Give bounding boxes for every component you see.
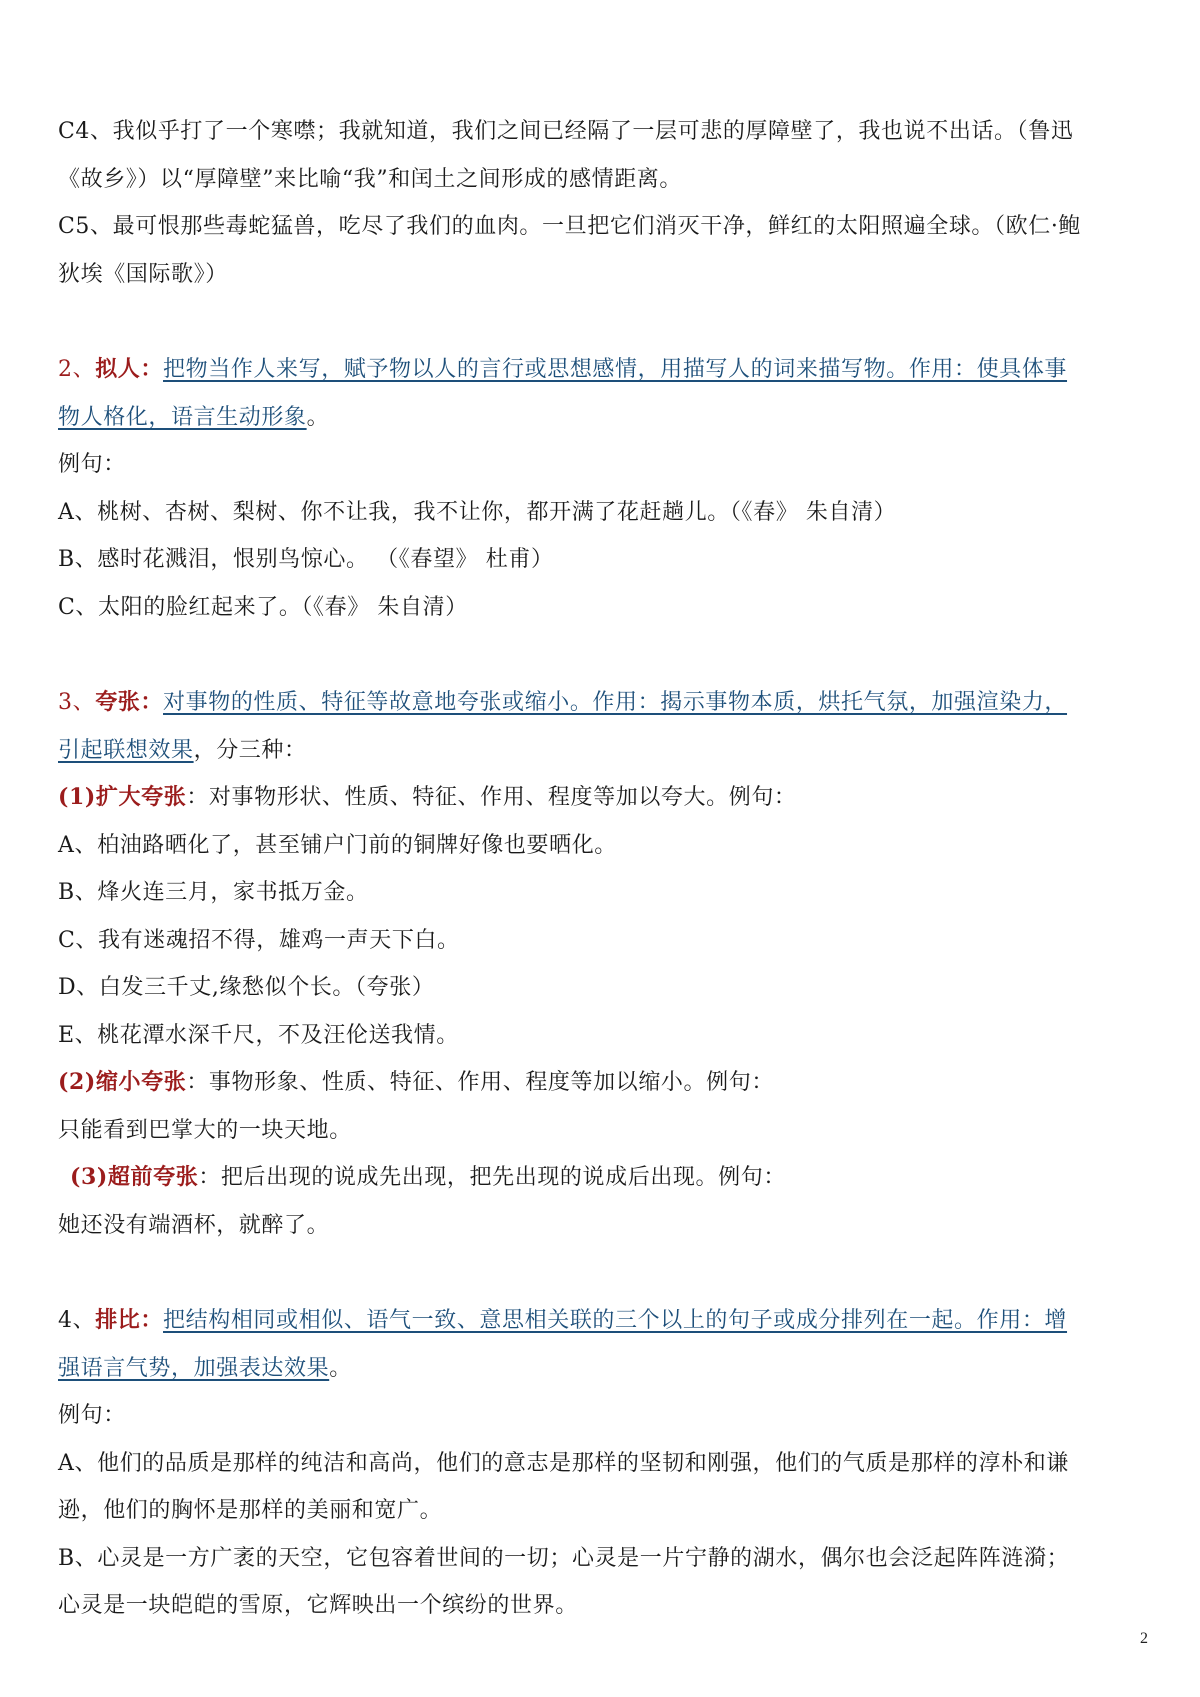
subsection-text: ：对事物形状、性质、特征、作用、程度等加以夸大。例句： [186,785,797,810]
example-line: B、感时花溅泪，恨别鸟惊心。 （《春望》 杜甫） [58,547,554,572]
example-line: C、我有迷魂招不得，雄鸡一声天下白。 [58,927,460,953]
spacer [58,298,1148,346]
section-3-definition-line2 [58,727,1148,775]
example-b-line1: B、心灵是一方广袤的天空，它包容着世间的一切；心灵是一片宁静的湖水，偶尔也会泛起阵阵涟漪； [58,1545,1070,1571]
definition-text: 把结构相同或相似、语气一致、意思相关联的三个以上的句子或成分排列在一起。作用：增 [163,1308,1068,1333]
example-line: A、柏油路晒化了，甚至铺户门前的铜牌好像也要晒化。 [58,832,617,858]
subsection-label: (2)缩小夸张 [58,1069,187,1095]
section-number: 3、 [58,690,96,715]
example-line: B、烽火连三月，家书抵万金。 [58,880,369,905]
section-title: 夸张： [95,689,164,715]
subsection-1-heading [58,774,1148,822]
section-number: 4、 [58,1308,96,1333]
example-line: E、桃花潭水深千尺，不及汪伦送我情。 [58,1022,459,1048]
definition-text: 把物当作人来写，赋予物以人的言行或思想感情，用描写人的词来描写物。作用：使具体事 [163,357,1068,382]
example-label: 例句： [58,452,126,477]
definition-tail: 。 [306,404,330,430]
definition-text: 对事物的性质、特征等故意地夸张或缩小。作用：揭示事物本质，烘托气氛，加强渲染力， [163,690,1068,715]
example-c4-line2: 《故乡》）以“厚障壁”来比喻“我”和闰土之间形成的感情距离。 [58,166,682,192]
example-c5-line1: C5、最可恨那些毒蛇猛兽，吃尽了我们的血肉。一旦把它们消灭干净，鲜红的太阳照遍全球。（欧仁·鲍 [58,214,1082,239]
example-line: 她还没有端酒杯，就醉了。 [58,1212,330,1238]
definition-text: 物人格化，语言生动形象 [58,404,307,430]
example-a-line1: A、他们的品质是那样的纯洁和高尚，他们的意志是那样的坚韧和刚强，他们的气质是那样的淳朴和谦 [58,1450,1069,1476]
document-body [58,108,1148,1630]
subsection-3-heading [58,1154,1148,1202]
section-title: 拟人： [95,356,164,382]
example-b-line2: 心灵是一块皑皑的雪原，它辉映出一个缤纷的世界。 [58,1593,578,1618]
subsection-text: ：把后出现的说成先出现，把先出现的说成后出现。例句： [198,1165,786,1190]
example-c4-line1: C4、我似乎打了一个寒噤；我就知道，我们之间已经隔了一层可悲的厚障壁了，我也说不出话。（鲁迅 [58,119,1074,144]
example-line: C、太阳的脸红起来了。（《春》 朱自清） [58,594,468,620]
section-2-definition-line2 [58,394,1148,442]
subsection-2-heading [58,1059,1148,1107]
spacer [58,1249,1148,1297]
subsection-label: (1)扩大夸张 [58,784,187,810]
definition-tail: 。 [329,1355,352,1381]
section-number: 2、 [58,357,96,382]
section-4-definition-line2 [58,1345,1148,1393]
example-a-line2: 逊，他们的胸怀是那样的美丽和宽广。 [58,1498,443,1523]
spacer [58,631,1148,679]
subsection-text: ：事物形象、性质、特征、作用、程度等加以缩小。例句： [186,1070,774,1095]
definition-tail: ，分三种： [193,737,307,763]
definition-text: 强语言气势，加强表达效果 [58,1355,330,1381]
section-4-heading [58,1297,1148,1345]
subsection-label: (3)超前夸张 [70,1164,199,1190]
definition-text: 引起联想效果 [58,737,194,763]
example-line: 只能看到巴掌大的一块天地。 [58,1117,352,1143]
example-c5-line2: 狄埃《国际歌》） [58,261,228,287]
section-title: 排比： [95,1307,164,1333]
section-3-heading [58,679,1148,727]
section-2-heading [58,346,1148,394]
example-line: D、白发三千丈,缘愁似个长。（夸张） [58,975,435,1000]
example-label: 例句： [58,1403,126,1428]
page-number: 2 [1140,1630,1148,1647]
example-line: A、桃树、杏树、梨树、你不让我，我不让你，都开满了花赶趟儿。（《春》 朱自清） [58,499,897,525]
